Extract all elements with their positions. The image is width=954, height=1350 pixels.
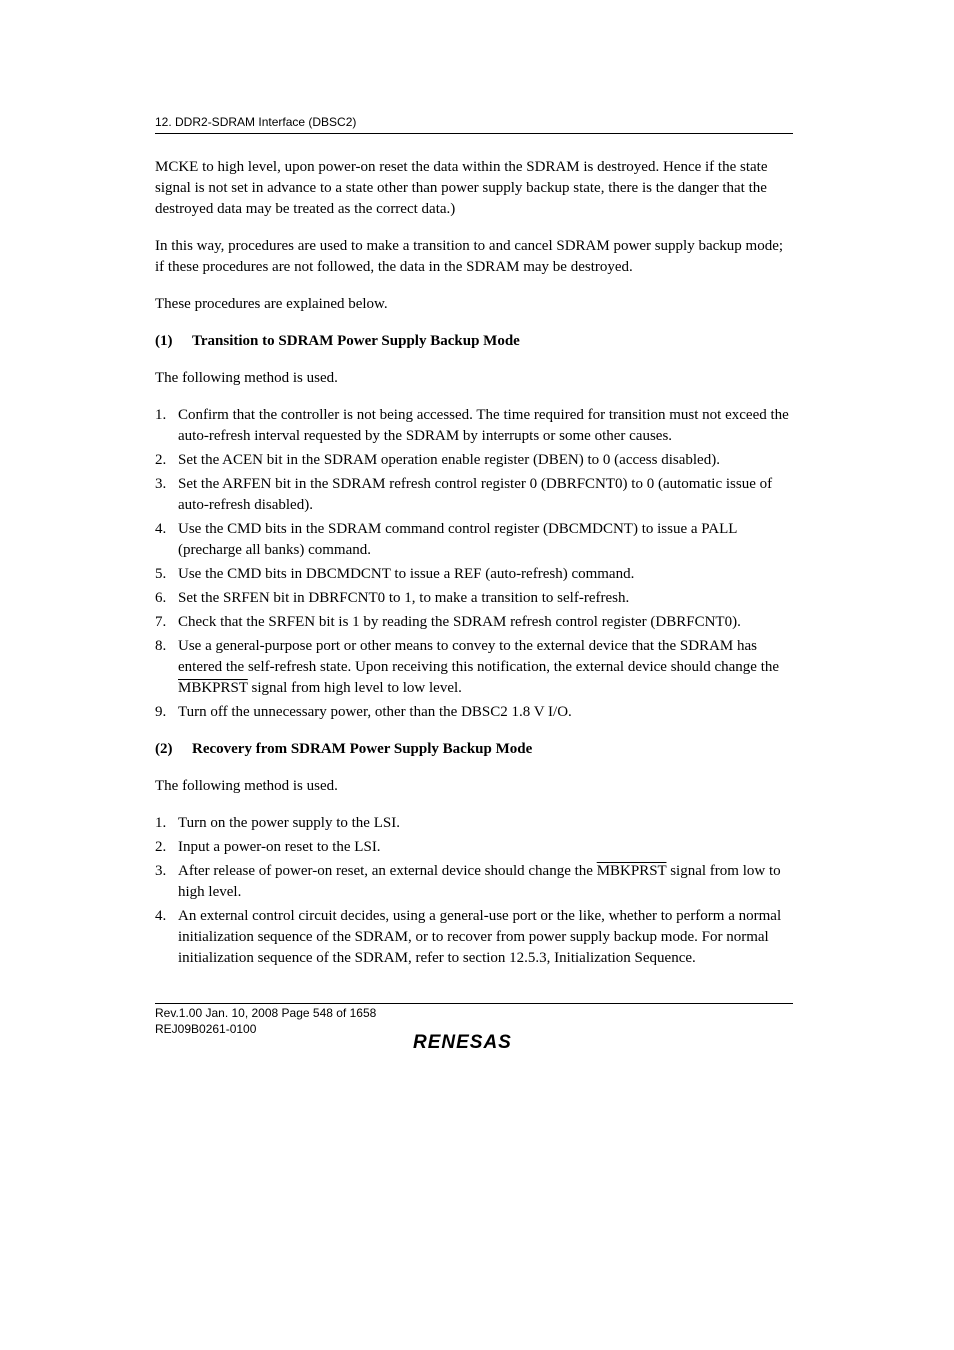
step-text: An external control circuit decides, using a general-use port or the like, whether to perform a normal initialization sequence of the SDRAM, or to recover from power supply backup mode. For normal initialization sequence of the SDRAM, refer to section 12.5.3, Initialization Sequence.: [178, 908, 782, 966]
step-text: [178, 861, 793, 903]
step-number: 6.: [155, 590, 167, 606]
step-number: 8.: [155, 638, 167, 654]
list-item: [155, 588, 793, 609]
step-text: Confirm that the controller is not being accessed. The time required for transition must not exceed the auto-refresh interval requested by the SDRAM by interrupts or some other causes.: [178, 407, 789, 444]
step-text: Set the ARFEN bit in the SDRAM refresh control register 0 (DBRFCNT0) to 0 (automatic issue of auto-refresh disabled).: [178, 476, 773, 513]
list-item: [155, 861, 793, 903]
signal-name-mbkprst: MBKPRST: [178, 680, 248, 696]
list-item: [155, 636, 793, 699]
list-item: [155, 702, 793, 723]
step-number: 4.: [155, 521, 167, 537]
step-list-2: [155, 813, 793, 969]
step-number: 2.: [155, 839, 167, 855]
step-number: 5.: [155, 566, 167, 582]
step-text: Input a power-on reset to the LSI.: [178, 839, 381, 855]
page-body: [155, 157, 793, 985]
step-number: 7.: [155, 614, 167, 630]
step-text: Check that the SRFEN bit is 1 by reading the SDRAM refresh control register (DBRFCNT0).: [178, 614, 741, 630]
renesas-logo: RENESAS: [413, 1032, 512, 1053]
step-text-post: signal from high level to low level.: [247, 680, 462, 696]
step-number: 1.: [155, 815, 167, 831]
list-item: [155, 450, 793, 471]
paragraph: In this way, procedures are used to make a transition to and cancel SDRAM power supply backup mode; if these procedures are not followed, the data in the SDRAM may be destroyed.: [155, 238, 784, 275]
step-number: 3.: [155, 476, 167, 492]
document-number: REJ09B0261-0100: [155, 1022, 257, 1036]
footer-rule: [155, 1003, 793, 1004]
list-item: [155, 813, 793, 834]
page-footer: [155, 1005, 376, 1037]
running-header: 12. DDR2-SDRAM Interface (DBSC2): [155, 115, 357, 129]
step-text-pre: Use a general-purpose port or other means to convey to the external device that the SDRAM has entered the self-refresh state. Upon receiving this notification, the external device should change the: [178, 638, 780, 675]
list-item: [155, 564, 793, 585]
section-title: Transition to SDRAM Power Supply Backup Mode: [192, 333, 520, 349]
step-number: 9.: [155, 704, 167, 720]
step-text: Set the SRFEN bit in DBRFCNT0 to 1, to make a transition to self-refresh.: [178, 590, 630, 606]
step-text: Use the CMD bits in DBCMDCNT to issue a REF (auto-refresh) command.: [178, 566, 635, 582]
step-text-post: signal from low to high level.: [178, 863, 781, 900]
section-number: (2): [155, 741, 173, 757]
step-text-pre: After release of power-on reset, an external device should change the: [178, 863, 597, 879]
section-number: (1): [155, 333, 173, 349]
step-text: Turn off the unnecessary power, other than the DBSC2 1.8 V I/O.: [178, 704, 572, 720]
step-text: Turn on the power supply to the LSI.: [178, 815, 400, 831]
step-number: 3.: [155, 863, 167, 879]
list-item: [155, 906, 793, 969]
header-rule: [155, 133, 793, 134]
paragraph: MCKE to high level, upon power-on reset the data within the SDRAM is destroyed. Hence if the state signal is not set in advance to a state other than power supply backup state, there is the danger that the destroyed data may be treated as the correct data.): [155, 159, 768, 217]
section-intro: The following method is used.: [155, 370, 338, 386]
step-number: 2.: [155, 452, 167, 468]
step-list-1: [155, 405, 793, 723]
list-item: [155, 837, 793, 858]
section-heading-2: [155, 739, 793, 760]
list-item: [155, 474, 793, 516]
section-title: Recovery from SDRAM Power Supply Backup Mode: [192, 741, 533, 757]
signal-name-mbkprst: MBKPRST: [596, 863, 667, 879]
revision-info: Rev.1.00 Jan. 10, 2008 Page 548 of 1658: [155, 1006, 377, 1020]
step-text: Use the CMD bits in the SDRAM command control register (DBCMDCNT) to issue a PALL (precharge all banks) command.: [178, 521, 737, 558]
paragraph: These procedures are explained below.: [155, 296, 388, 312]
step-number: 1.: [155, 407, 167, 423]
section-heading-1: [155, 331, 793, 352]
section-intro: The following method is used.: [155, 778, 338, 794]
list-item: [155, 612, 793, 633]
list-item: [155, 405, 793, 447]
step-number: 4.: [155, 908, 167, 924]
step-text: Set the ACEN bit in the SDRAM operation enable register (DBEN) to 0 (access disabled).: [178, 452, 720, 468]
list-item: [155, 519, 793, 561]
step-text: [178, 636, 793, 699]
